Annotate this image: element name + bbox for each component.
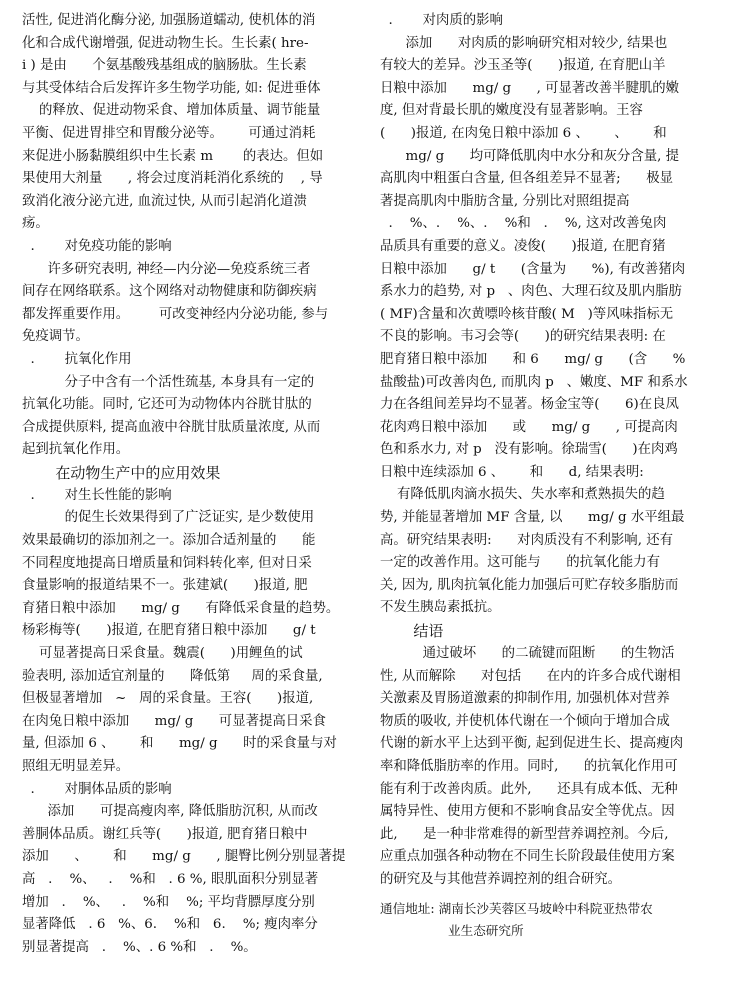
body-text-line: 一定的改善作用。这可能与 的抗氧化能力有 bbox=[380, 555, 660, 571]
body-text-line: 间存在网络联系。这个网络对动物健康和防御疾病 bbox=[22, 284, 317, 300]
section-heading-application: 在动物生产中的应用效果 bbox=[22, 463, 221, 482]
body-text-line: 日粮中连续添加 6 、 和 d, 结果表明: bbox=[380, 464, 644, 480]
body-text-line: 起到抗氧化作用。 bbox=[22, 442, 130, 458]
body-text-line: 抗氧化功能。同时, 它还可为动物体内谷胱甘肽的 bbox=[22, 397, 312, 413]
body-text-line: 致消化液分泌亢进, 血流过快, 从而引起消化道溃 bbox=[22, 193, 307, 209]
body-text-line: 盐酸盐)可改善肉色, 而肌肉 p 、嫩度、MF 和系水 bbox=[380, 374, 688, 390]
body-text-line: 有较大的差异。沙玉圣等( )报道, 在育肥山羊 bbox=[380, 58, 666, 74]
body-text-line: 日粮中添加 g/ t (含量为 %), 有改善猪肉 bbox=[380, 261, 686, 277]
body-text-line: 关, 因为, 肌肉抗氧化能力加强后可贮存较多脂肪而 bbox=[380, 577, 679, 593]
body-text-line: 日粮中添加 mg/ g , 可显著改善半腱肌的嫩 bbox=[380, 80, 680, 96]
body-text-line: 量, 但添加 6 、 和 mg/ g 时的采食量与对 bbox=[22, 736, 337, 752]
body-text-line: 关激素及胃肠道激素的抑制作用, 加强机体对营养 bbox=[380, 691, 670, 707]
body-text-line: 著提高肌肉中脂肪含量, 分别比对照组提高 bbox=[380, 193, 630, 209]
body-text-line: 善胴体品质。谢红兵等( )报道, 肥育猪日粮中 bbox=[22, 826, 308, 842]
body-text-line: 来促进小肠黏膜组织中生长素 m 的表达。但如 bbox=[22, 148, 324, 164]
body-text-line: 花肉鸡日粮中添加 或 mg/ g , 可提高肉 bbox=[380, 419, 678, 435]
body-text-line: 应重点加强各种动物在不同生长阶段最佳使用方案 bbox=[380, 849, 675, 865]
body-text-line: 果使用大剂量 , 将会过度消耗消化系统的 , 导 bbox=[22, 171, 323, 187]
section-heading-immune: . 对免疫功能的影响 bbox=[22, 238, 172, 254]
body-text-line: 与其受体结合后发挥许多生物学功能, 如: 促进垂体 bbox=[22, 80, 321, 96]
body-text-line: 验表明, 添加适宜剂量的 降低第 周的采食量, bbox=[22, 668, 323, 684]
body-text-line: 添加 可提高瘦肉率, 降低脂肪沉积, 从而改 bbox=[22, 804, 318, 820]
body-text-line: 物质的吸收, 并使机体代谢在一个倾向于增加合成 bbox=[380, 713, 670, 729]
body-text-line: . %、. %、. %和 . %, 这对改善兔肉 bbox=[380, 216, 667, 232]
body-text-line: 显著降低 . 6 %、6. %和 6. %; 瘦肉率分 bbox=[22, 917, 318, 933]
body-text-line: 不发生胰岛素抵抗。 bbox=[380, 600, 501, 616]
body-text-line: 食量影响的报道结果不一。张建斌( )报道, 肥 bbox=[22, 578, 308, 594]
body-text-line: 化和合成代谢增强, 促进动物生长。生长素( hre- bbox=[22, 35, 309, 51]
body-text-line: 合成提供原料, 提高血液中谷胱甘肽质量浓度, 从而 bbox=[22, 419, 321, 435]
correspondence-address: 通信地址: 湖南长沙芙蓉区马坡岭中科院亚热带农 bbox=[380, 900, 653, 916]
body-text-line: 增加 . %、 . %和 %; 平均背膘厚度分别 bbox=[22, 894, 315, 910]
body-text-line: 能有利于改善肉质。此外, 还具有成本低、无种 bbox=[380, 781, 678, 797]
body-text-line: 色和系水力, 对 p 没有影响。徐瑞雪( )在肉鸡 bbox=[380, 442, 678, 458]
correspondence-address-continued: 业生态研究所 bbox=[448, 922, 524, 938]
left-column bbox=[22, 10, 350, 959]
body-text-line: 疡。 bbox=[22, 216, 49, 232]
section-heading-meat-quality: . 对肉质的影响 bbox=[380, 13, 503, 28]
body-text-line: 的促生长效果得到了广泛证实, 是少数使用 bbox=[22, 510, 315, 526]
body-text-line: ( MF)含量和次黄嘌呤核苷酸( M )等风味指标无 bbox=[380, 306, 674, 322]
body-text-line: 性, 从而解除 对包括 在内的许多合成代谢相 bbox=[380, 668, 681, 684]
section-heading-growth: . 对生长性能的影响 bbox=[22, 487, 172, 503]
body-text-line: 照组无明显差异。 bbox=[22, 759, 130, 774]
body-text-line: 率和降低脂肪率的作用。同时, 的抗氧化作用可 bbox=[380, 759, 678, 774]
body-text-line: 不同程度地提高日增质量和饲料转化率, 但对日采 bbox=[22, 555, 312, 571]
body-text-line: 育猪日粮中添加 mg/ g 有降低采食量的趋势。 bbox=[22, 600, 340, 616]
body-text-line: 品质具有重要的意义。凌俊( )报道, 在肥育猪 bbox=[380, 238, 666, 254]
body-text-line: 肥育猪日粮中添加 和 6 mg/ g (含 % bbox=[380, 351, 686, 367]
body-text-line: 有降低肌肉滴水损失、失水率和煮熟损失的趋 bbox=[380, 487, 665, 503]
right-column bbox=[380, 10, 708, 942]
body-text-line: 此, 是一种非常难得的新型营养调控剂。今后, bbox=[380, 826, 669, 842]
body-text-line: 不良的影响。韦习会等( )的研究结果表明: 在 bbox=[380, 329, 666, 345]
body-text-line: 的研究及与其他营养调控剂的组合研究。 bbox=[380, 871, 622, 887]
body-text-line: 添加 、 和 mg/ g , 腿臀比例分别显著提 bbox=[22, 849, 346, 865]
body-text-line: 势, 并能显著增加 MF 含量, 以 mg/ g 水平组最 bbox=[380, 510, 685, 526]
body-text-line: 但极显著增加 ~ 周的采食量。王容( )报道, bbox=[22, 691, 314, 707]
body-text-line: 许多研究表明, 神经—内分泌—免疫系统三者 bbox=[22, 261, 311, 277]
section-heading-carcass: . 对胴体品质的影响 bbox=[22, 781, 172, 797]
body-text-line: 的释放、促进动物采食、增加体质量、调节能量 bbox=[22, 103, 321, 119]
body-text-line: 力在各组间差异均不显著。杨金宝等( 6)在良凤 bbox=[380, 397, 679, 413]
body-text-line: 效果最确切的添加剂之一。添加合适剂量的 能 bbox=[22, 533, 316, 549]
body-text-line: 免疫调节。 bbox=[22, 329, 89, 345]
section-heading-antioxidant: . 抗氧化作用 bbox=[22, 351, 132, 367]
body-text-line: 高。研究结果表明: 对肉质没有不利影响, 还有 bbox=[380, 532, 673, 548]
body-text-line: 分子中含有一个活性巯基, 本身具有一定的 bbox=[22, 374, 315, 390]
body-text-line: mg/ g 均可降低肌肉中水分和灰分含量, 提 bbox=[380, 148, 680, 164]
body-text-line: 代谢的新水平上达到平衡, 起到促进生长、提高瘦肉 bbox=[380, 736, 684, 752]
body-text-line: 都发挥重要作用。 可改变神经内分泌功能, 参与 bbox=[22, 306, 329, 322]
body-text-line: 高肌肉中粗蛋白含量, 但各组差异不显著; 极显 bbox=[380, 171, 673, 187]
body-text-line: i ) 是由 个氨基酸残基组成的脑肠肽。生长素 bbox=[22, 58, 307, 74]
body-text-line: 在肉兔日粮中添加 mg/ g 可显著提高日采食 bbox=[22, 713, 326, 729]
body-text-line: 属特异性、使用方便和不影响食品安全等优点。因 bbox=[380, 804, 675, 820]
body-text-line: 活性, 促进消化酶分泌, 加强肠道蠕动, 使机体的消 bbox=[22, 13, 316, 28]
body-text-line: 杨彩梅等( )报道, 在肥育猪日粮中添加 g/ t bbox=[22, 623, 316, 639]
section-heading-conclusion: 结语 bbox=[380, 622, 444, 641]
body-text-line: 系水力的趋势, 对 p 、肉色、大理石纹及肌内脂肪 bbox=[380, 284, 682, 300]
body-text-line: 添加 对肉质的影响研究相对较少, 结果也 bbox=[380, 35, 668, 51]
body-text-line: 度, 但对背最长肌的嫩度没有显著影响。王容 bbox=[380, 103, 643, 119]
body-text-line: 通过破坏 的二硫键而阻断 的生物活 bbox=[380, 646, 675, 662]
body-text-line: 可显著提高日采食量。魏震( )用鲤鱼的试 bbox=[22, 646, 303, 662]
body-text-line: ( )报道, 在肉兔日粮中添加 6 、 、 和 bbox=[380, 125, 667, 141]
body-text-line: 平衡、促进胃排空和胃酸分泌等。 可通过消耗 bbox=[22, 125, 316, 141]
body-text-line: 高 . %、 . %和 . 6 %, 眼肌面积分别显著 bbox=[22, 871, 319, 887]
body-text-line: 别显著提高 . %、. 6 %和 . %。 bbox=[22, 939, 257, 955]
